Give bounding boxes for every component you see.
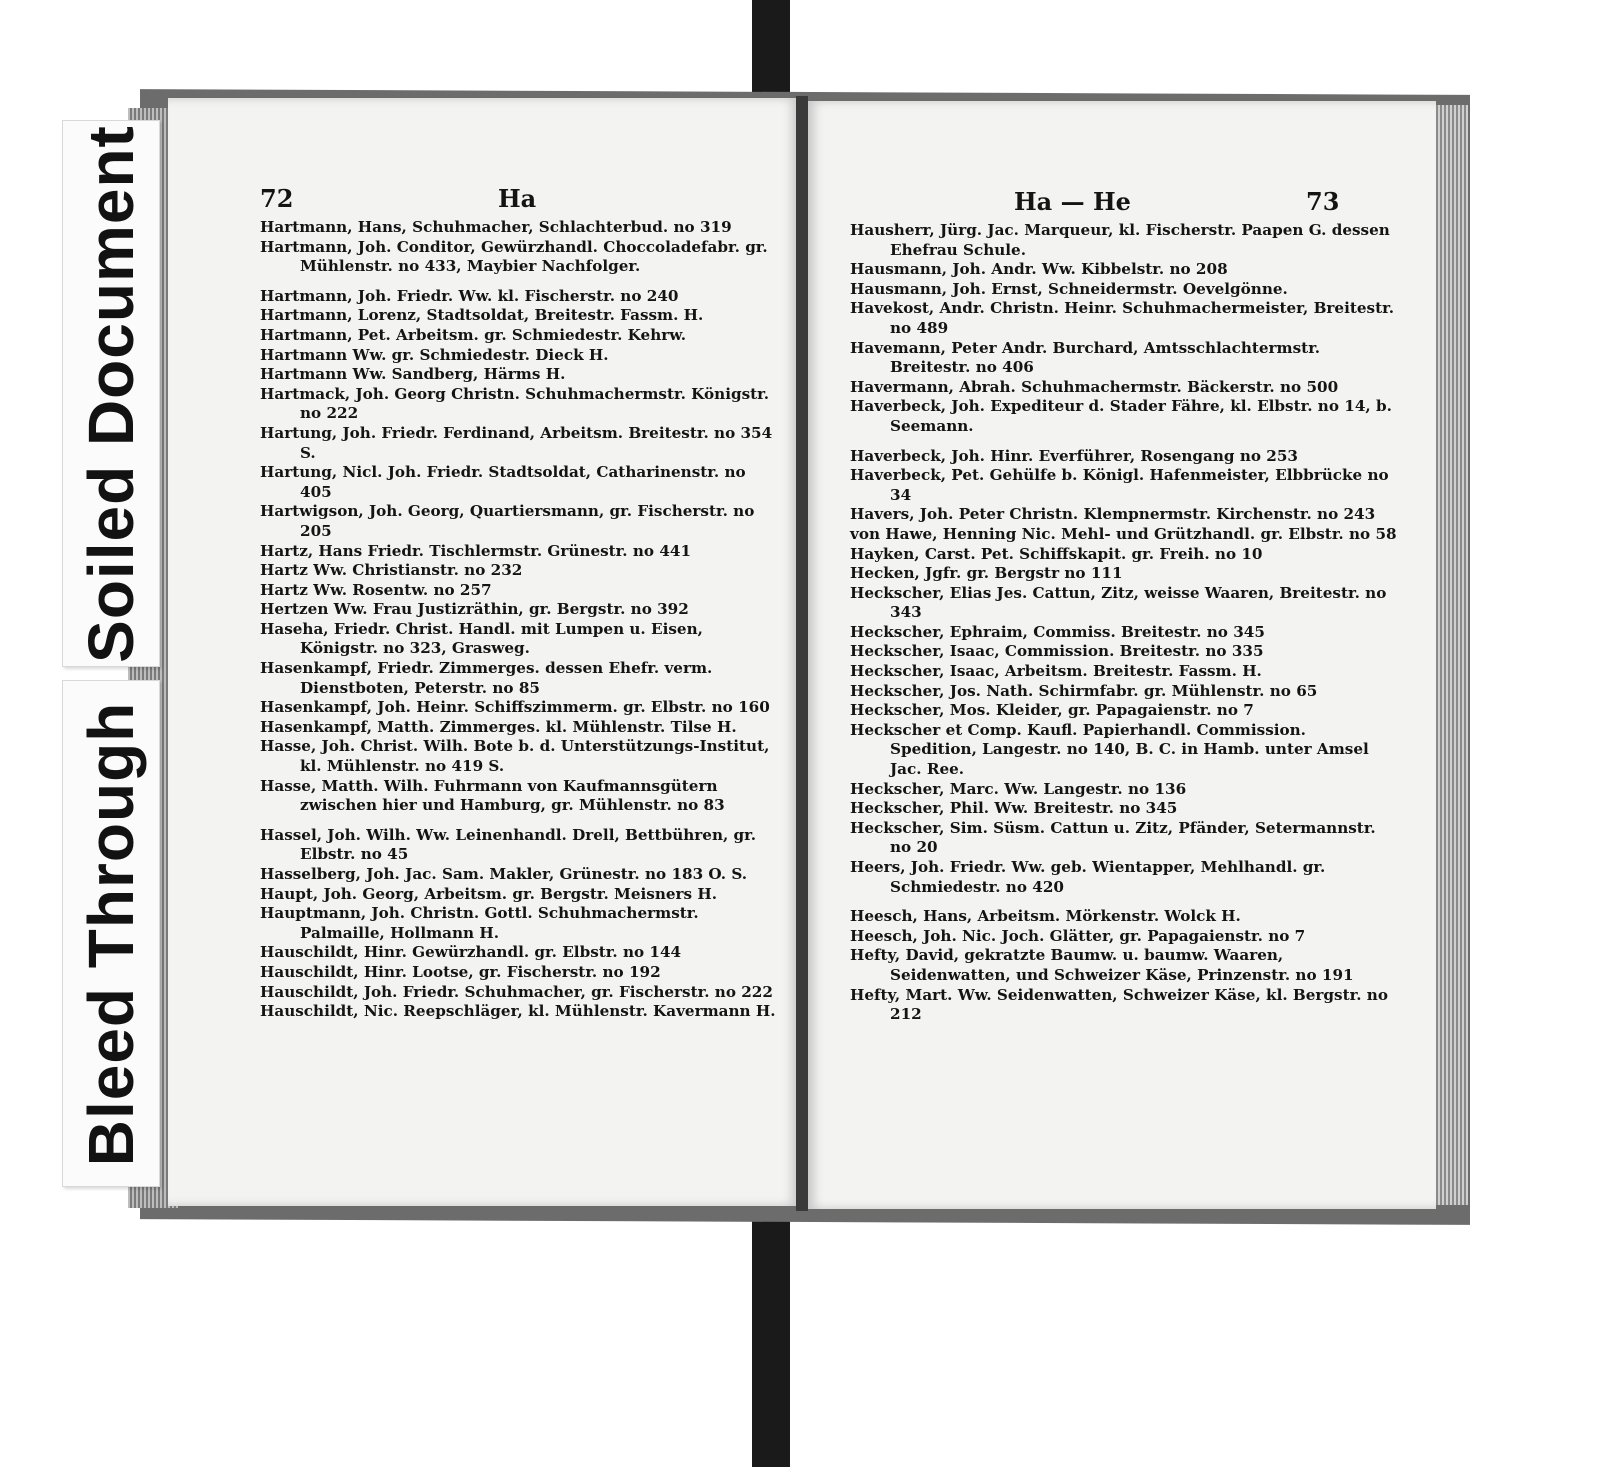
list-item: Hayken, Carst. Pet. Schiffskapit. gr. Freih. no 10	[850, 544, 1263, 563]
book-gutter	[796, 96, 808, 1211]
list-item: Hartmann, Joh. Friedr. Ww. kl. Fischerstr. no 240	[260, 286, 679, 305]
list-item: von Hawe, Henning Nic. Mehl- und Grützhandl. gr. Elbstr. no 58	[850, 524, 1397, 543]
right-page-number: 73	[1306, 187, 1340, 216]
list-item: Hartmack, Joh. Georg Christn. Schuhmachermstr. Königstr. no 222	[260, 384, 770, 423]
list-item: Havemann, Peter Andr. Burchard, Amtsschlachtermstr. Breitestr. no 406	[850, 338, 1321, 377]
list-item: Hauschildt, Nic. Reepschläger, kl. Mühlenstr. Kavermann H.	[260, 1002, 776, 1021]
bleed-through-label	[62, 680, 160, 1187]
list-item: Haseha, Friedr. Christ. Handl. mit Lumpen u. Eisen, Königstr. no 323, Grasweg.	[260, 619, 703, 658]
list-item: Havekost, Andr. Christn. Heinr. Schuhmachermeister, Breitestr. no 489	[850, 299, 1395, 337]
list-item: Hassel, Joh. Wilh. Ww. Leinenhandl. Drell, Bettbühren, gr. Elbstr. no 45	[260, 825, 757, 864]
list-item: Heckscher, Sim. Süsm. Cattun u. Zitz, Pfänder, Setermannstr. no 20	[850, 818, 1376, 857]
list-item: Hartmann, Hans, Schuhmacher, Schlachterbud. no 319	[260, 218, 732, 236]
list-item: Hausmann, Joh. Ernst, Schneidermstr. Oevelgönne.	[850, 279, 1288, 298]
list-item: Hausmann, Joh. Andr. Ww. Kibbelstr. no 208	[850, 260, 1228, 279]
list-item: Heesch, Hans, Arbeitsm. Mörkenstr. Wolck H.	[850, 907, 1241, 926]
list-item: Heesch, Joh. Nic. Joch. Glätter, gr. Papagaienstr. no 7	[850, 926, 1306, 945]
list-item: Hertzen Ww. Frau Justizräthin, gr. Bergstr. no 392	[260, 600, 689, 619]
list-item: Hausherr, Jürg. Jac. Marqueur, kl. Fischerstr. Paapen G. dessen Ehefrau Schule.	[850, 221, 1390, 259]
list-item: Havermann, Abrah. Schuhmachermstr. Bäckerstr. no 500	[850, 377, 1339, 396]
list-item: Heckscher et Comp. Kaufl. Papierhandl. Commission. Spedition, Langestr. no 140, B. C. in Hamb. unter Amsel Jac. Ree.	[850, 720, 1369, 779]
right-page	[806, 101, 1436, 1209]
list-item: Heckscher, Elias Jes. Cattun, Zitz, weisse Waaren, Breitestr. no 343	[850, 583, 1387, 622]
list-item: Hefty, David, gekratzte Baumw. u. baumw. Waaren, Seidenwatten, und Schweizer Käse, Prinzenstr. no 191	[850, 946, 1354, 984]
list-item: Heckscher, Isaac, Commission. Breitestr. no 335	[850, 642, 1264, 661]
list-item: Haupt, Joh. Georg, Arbeitsm. gr. Bergstr. Meisners H.	[260, 884, 718, 903]
binding-strap-bottom	[752, 1210, 790, 1467]
list-item: Heckscher, Mos. Kleider, gr. Papagaienstr. no 7	[850, 701, 1254, 720]
list-item: Heckscher, Isaac, Arbeitsm. Breitestr. Fassm. H.	[850, 662, 1262, 681]
list-item: Hartmann, Lorenz, Stadtsoldat, Breitestr. Fassm. H.	[260, 306, 704, 325]
list-item: Heers, Joh. Friedr. Ww. geb. Wientapper, Mehlhandl. gr. Schmiedestr. no 420	[850, 858, 1326, 896]
list-item: Hartz Ww. Christianstr. no 232	[260, 561, 523, 580]
list-item: Haverbeck, Joh. Hinr. Everführer, Rosengang no 253	[850, 446, 1298, 465]
list-item: Hartmann Ww. Sandberg, Härms H.	[260, 365, 566, 384]
soiled-document-text: Soiled Document	[75, 124, 147, 663]
list-item: Hasenkampf, Joh. Heinr. Schiffszimmerm. gr. Elbstr. no 160	[260, 698, 770, 717]
list-item: Hartmann Ww. gr. Schmiedestr. Dieck H.	[260, 345, 609, 364]
bleed-through-text: Bleed Through	[75, 701, 147, 1166]
list-item: Hartmann, Joh. Conditor, Gewürzhandl. Choccoladefabr. gr. Mühlenstr. no 433, Maybier Nachfolger.	[260, 237, 768, 276]
list-item: Hasse, Joh. Christ. Wilh. Bote b. d. Unterstützungs-Institut, kl. Mühlenstr. no 419 S.	[260, 737, 770, 776]
list-item: Hasenkampf, Matth. Zimmerges. kl. Mühlenstr. Tilse H.	[260, 717, 737, 736]
right-entries	[850, 221, 1398, 1025]
list-item: Hauschildt, Joh. Friedr. Schuhmacher, gr. Fischerstr. no 222	[260, 982, 773, 1001]
list-item: Haverbeck, Joh. Expediteur d. Stader Fähre, kl. Elbstr. no 14, b. Seemann.	[850, 397, 1392, 435]
list-item: Hartz, Hans Friedr. Tischlermstr. Grünestr. no 441	[260, 541, 692, 560]
right-page-header: Ha — He	[1014, 187, 1131, 216]
soiled-document-label	[62, 120, 160, 667]
list-item: Hauschildt, Hinr. Gewürzhandl. gr. Elbstr. no 144	[260, 943, 682, 962]
list-item: Hartz Ww. Rosentw. no 257	[260, 580, 492, 599]
list-item: Hartung, Joh. Friedr. Ferdinand, Arbeitsm. Breitestr. no 354 S.	[260, 423, 773, 462]
left-page-number: 72	[260, 184, 294, 213]
list-item: Haverbeck, Pet. Gehülfe b. Königl. Hafenmeister, Elbbrücke no 34	[850, 466, 1389, 504]
list-item: Hartung, Nicl. Joh. Friedr. Stadtsoldat, Catharinenstr. no 405	[260, 463, 746, 501]
list-item: Hasenkampf, Friedr. Zimmerges. dessen Ehefr. verm. Dienstboten, Peterstr. no 85	[260, 659, 713, 697]
list-item: Hauptmann, Joh. Christn. Gottl. Schuhmachermstr. Palmaille, Hollmann H.	[260, 904, 699, 942]
left-entries	[260, 218, 780, 1022]
left-page	[168, 98, 800, 1206]
list-item: Heckscher, Jos. Nath. Schirmfabr. gr. Mühlenstr. no 65	[850, 681, 1318, 700]
list-item: Heckscher, Phil. Ww. Breitestr. no 345	[850, 799, 1178, 818]
left-page-header: Ha	[498, 184, 537, 213]
list-item: Hauschildt, Hinr. Lootse, gr. Fischerstr. no 192	[260, 962, 661, 981]
list-item: Hecken, Jgfr. gr. Bergstr no 111	[850, 564, 1123, 583]
list-item: Heckscher, Marc. Ww. Langestr. no 136	[850, 779, 1187, 798]
list-item: Hefty, Mart. Ww. Seidenwatten, Schweizer Käse, kl. Bergstr. no 212	[850, 985, 1388, 1024]
list-item: Hartwigson, Joh. Georg, Quartiersmann, gr. Fischerstr. no 205	[260, 502, 755, 540]
list-item: Hasselberg, Joh. Jac. Sam. Makler, Grünestr. no 183 O. S.	[260, 865, 748, 883]
list-item: Hartmann, Pet. Arbeitsm. gr. Schmiedestr. Kehrw.	[260, 325, 687, 344]
list-item: Heckscher, Ephraim, Commiss. Breitestr. no 345	[850, 622, 1265, 641]
list-item: Havers, Joh. Peter Christn. Klempnermstr. Kirchenstr. no 243	[850, 505, 1376, 524]
list-item: Hasse, Matth. Wilh. Fuhrmann von Kaufmannsgütern zwischen hier und Hamburg, gr. Mühlenstr. no 83	[260, 776, 725, 815]
